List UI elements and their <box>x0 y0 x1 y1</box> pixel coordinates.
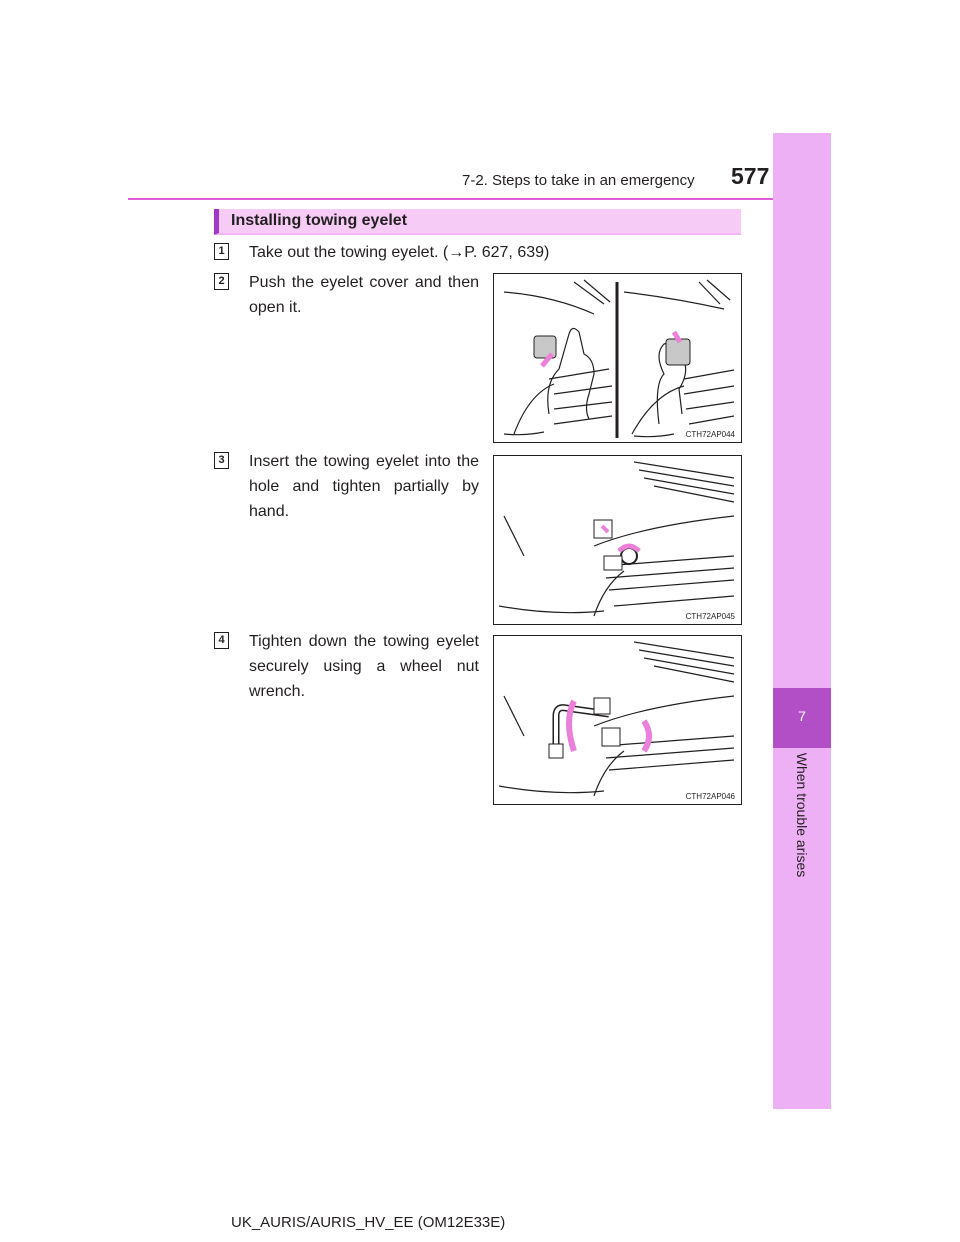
page-number: 577 <box>731 163 770 189</box>
section-heading <box>214 209 741 235</box>
illustration-insert-eyelet <box>494 456 741 624</box>
step-number-2: 2 <box>214 273 229 290</box>
step-number-3: 3 <box>214 452 229 469</box>
header-section-title: 7-2. Steps to take in an emergency <box>462 172 695 189</box>
step-number-1: 1 <box>214 243 229 260</box>
step-number-4: 4 <box>214 632 229 649</box>
figure-code: CTH72AP045 <box>685 612 735 621</box>
figure-code: CTH72AP044 <box>685 430 735 439</box>
figure-code: CTH72AP046 <box>685 792 735 801</box>
figure-open-eyelet-cover <box>493 273 742 443</box>
step-text-3: Insert the towing eyelet into the hole and tighten partially by hand. <box>249 453 479 520</box>
step-text-1: Take out the towing eyelet. (→P. 627, 639) <box>249 244 550 261</box>
section-heading-text: Installing towing eyelet <box>231 212 408 229</box>
chapter-number: 7 <box>798 708 806 724</box>
chapter-label: When trouble arises <box>794 752 810 878</box>
header-rule <box>128 198 830 200</box>
illustration-tighten-eyelet <box>494 636 741 804</box>
figure-tighten-eyelet <box>493 635 742 805</box>
chapter-side-tab <box>773 133 831 1109</box>
footer-document-code: UK_AURIS/AURIS_HV_EE (OM12E33E) <box>231 1214 506 1231</box>
step-text-4: Tighten down the towing eyelet securely using a wheel nut wrench. <box>249 633 479 700</box>
figure-insert-eyelet <box>493 455 742 625</box>
illustration-open-cover <box>494 274 741 442</box>
step-text-2: Push the eyelet cover and then open it. <box>249 274 479 316</box>
